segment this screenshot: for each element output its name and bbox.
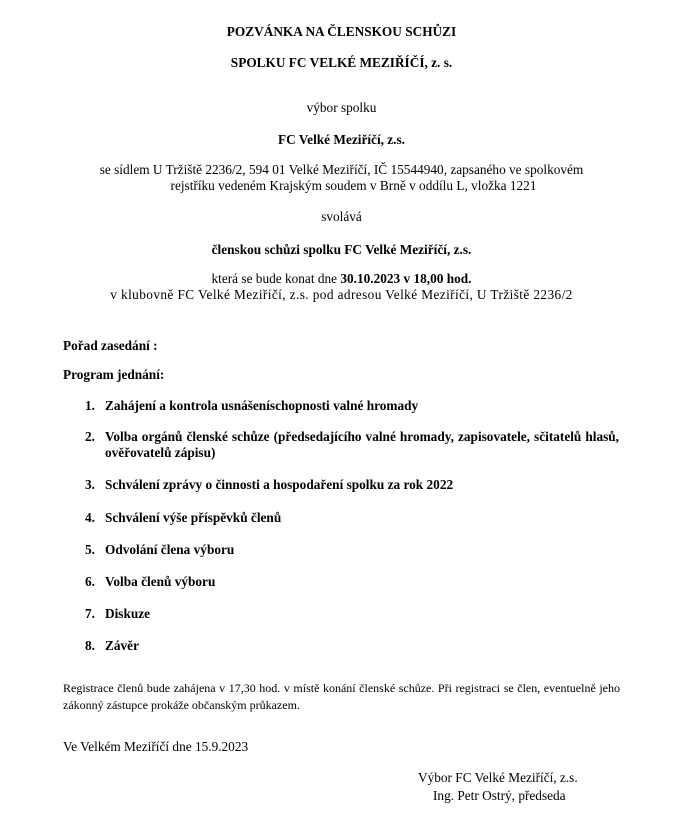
program-item-text: Volba členů výboru — [105, 574, 216, 589]
date-prefix: která se bude konat dne — [211, 271, 341, 286]
program-item-number: 2. — [85, 429, 95, 444]
place-line: v klubovně FC Velké Meziříčí, z.s. pod adresou Velké Meziříčí, U Tržiště 2236/2 — [110, 287, 573, 302]
program-item-number: 7. — [85, 606, 95, 621]
program-item-text: Schválení zprávy o činnosti a hospodaření spolku za rok 2022 — [105, 477, 454, 492]
program-item-text: Schválení výše příspěvků členů — [105, 510, 282, 525]
program-item-number: 4. — [85, 510, 95, 525]
title-line-2: SPOLKU FC VELKÉ MEZIŘÍČÍ, z. s. — [230, 55, 453, 70]
convenes: svolává — [321, 209, 362, 224]
program-item-number: 8. — [85, 638, 95, 653]
seat-line-1: se sídlem U Tržiště 2236/2, 594 01 Velké Meziříčí, IČ 15544940, zapsaného ve spolkovém — [99, 162, 584, 177]
agenda-heading: Pořad zasedání : — [63, 338, 158, 353]
seat-line-2: rejstříku vedeném Krajským soudem v Brně v oddílu L, vložka 1221 — [170, 178, 537, 193]
program-item-text: Zahájení a kontrola usnášeníschopnosti valné hromady — [105, 398, 419, 413]
program-item-text: Závěr — [105, 638, 139, 653]
signature-line-2: Ing. Petr Ostrý, předseda — [433, 788, 566, 803]
program-item-text: Odvolání člena výboru — [105, 542, 235, 557]
meeting-name: členskou schůzi spolku FC Velké Meziříčí, z.s. — [211, 242, 472, 257]
place-date: Ve Velkém Meziříčí dne 15.9.2023 — [63, 739, 249, 754]
signature-line-1: Výbor FC Velké Meziříčí, z.s. — [418, 770, 578, 785]
date-value: 30.10.2023 v 18,00 hod. — [340, 271, 472, 286]
program-item-text: Diskuze — [105, 606, 151, 621]
meeting-date — [0, 271, 683, 287]
title-line-1: POZVÁNKA NA ČLENSKOU SCHŮZI — [226, 24, 457, 39]
registration-note: Registrace členů bude zahájena v 17,30 hod. v místě konání členské schůze. Při registraci se člen, eventuelně jeho zákonný zástupce prokáže občanským průkazem. — [63, 681, 620, 712]
program-item-number: 5. — [85, 542, 95, 557]
committee-of: výbor spolku — [306, 100, 377, 115]
club-name: FC Velké Meziříčí, z.s. — [277, 132, 406, 147]
program-item-text: Volba orgánů členské schůze (předsedajícího valné hromady, zapisovatele, sčitatelů hlasů, ověřovatelů zápisu) — [105, 429, 619, 460]
program-item-number: 3. — [85, 477, 95, 492]
program-item-number: 1. — [85, 398, 95, 413]
program-heading: Program jednání: — [63, 367, 165, 382]
program-item-number: 6. — [85, 574, 95, 589]
